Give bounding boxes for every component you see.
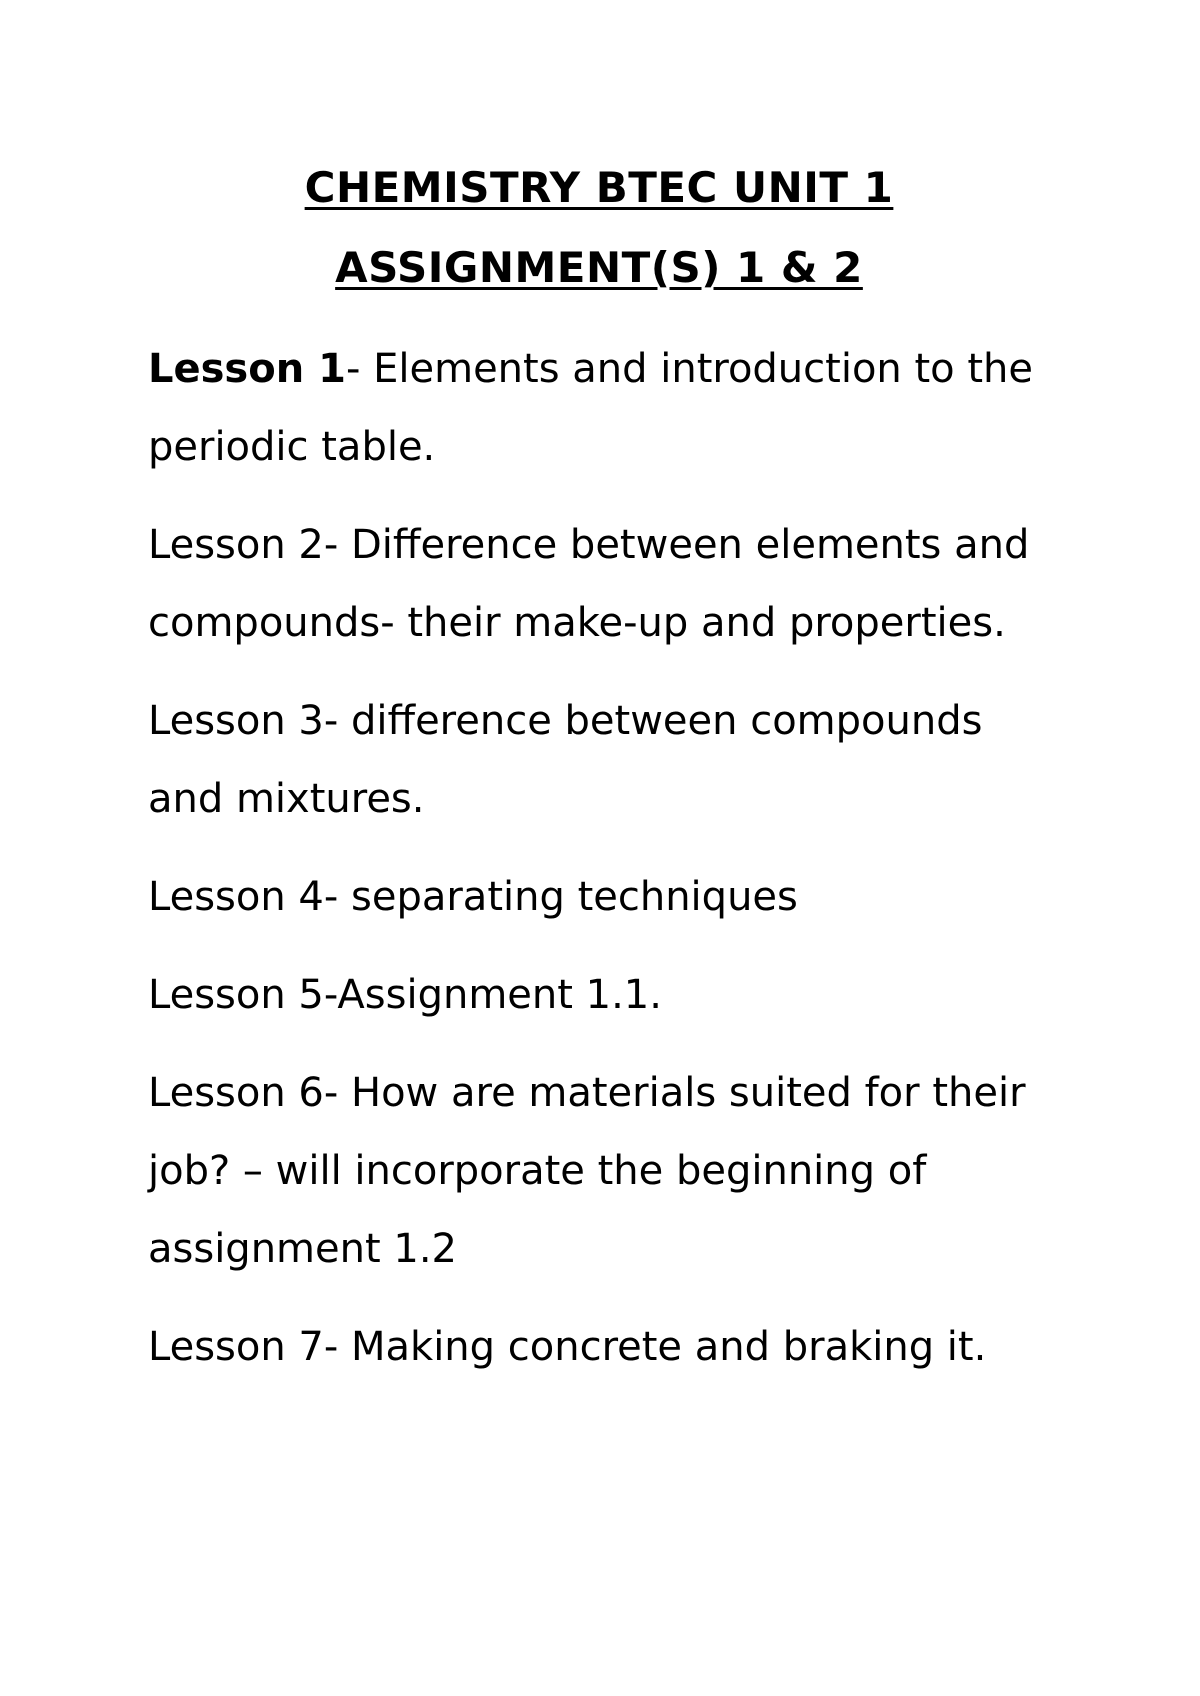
title-line-1: CHEMISTRY BTEC UNIT 1 bbox=[304, 163, 894, 212]
lesson-item-2 bbox=[148, 506, 1050, 662]
lesson-label: Lesson 6 bbox=[148, 1070, 324, 1116]
lesson-item-6 bbox=[148, 1054, 1050, 1288]
lesson-list bbox=[148, 330, 1050, 1386]
lesson-label: Lesson 5 bbox=[148, 972, 324, 1018]
lesson-text: - Making concrete and braking it. bbox=[323, 1324, 987, 1370]
lesson-item-4 bbox=[148, 858, 1050, 936]
lesson-label: Lesson 3 bbox=[148, 698, 324, 744]
lesson-text: -Assignment 1.1. bbox=[323, 972, 662, 1018]
lesson-item-3 bbox=[148, 682, 1050, 838]
lesson-label: Lesson 1 bbox=[148, 346, 346, 392]
lesson-text: - Difference between elements and compounds- their make-up and properties. bbox=[148, 522, 1030, 646]
lesson-label: Lesson 4 bbox=[148, 874, 324, 920]
document-title bbox=[148, 148, 1050, 308]
lesson-text: - separating techniques bbox=[323, 874, 798, 920]
lesson-item-7 bbox=[148, 1308, 1050, 1386]
lesson-text: - Elements and introduction to the periodic table. bbox=[148, 346, 1034, 470]
title-line-2: ASSIGNMENT(S) 1 & 2 bbox=[335, 243, 863, 292]
lesson-text: - difference between compounds and mixtures. bbox=[148, 698, 983, 822]
lesson-label: Lesson 2 bbox=[148, 522, 324, 568]
lesson-item-1 bbox=[148, 330, 1050, 486]
lesson-item-5 bbox=[148, 956, 1050, 1034]
lesson-label: Lesson 7 bbox=[148, 1324, 324, 1370]
lesson-text: - How are materials suited for their job? – will incorporate the beginning of assignment 1.2 bbox=[148, 1070, 1026, 1272]
